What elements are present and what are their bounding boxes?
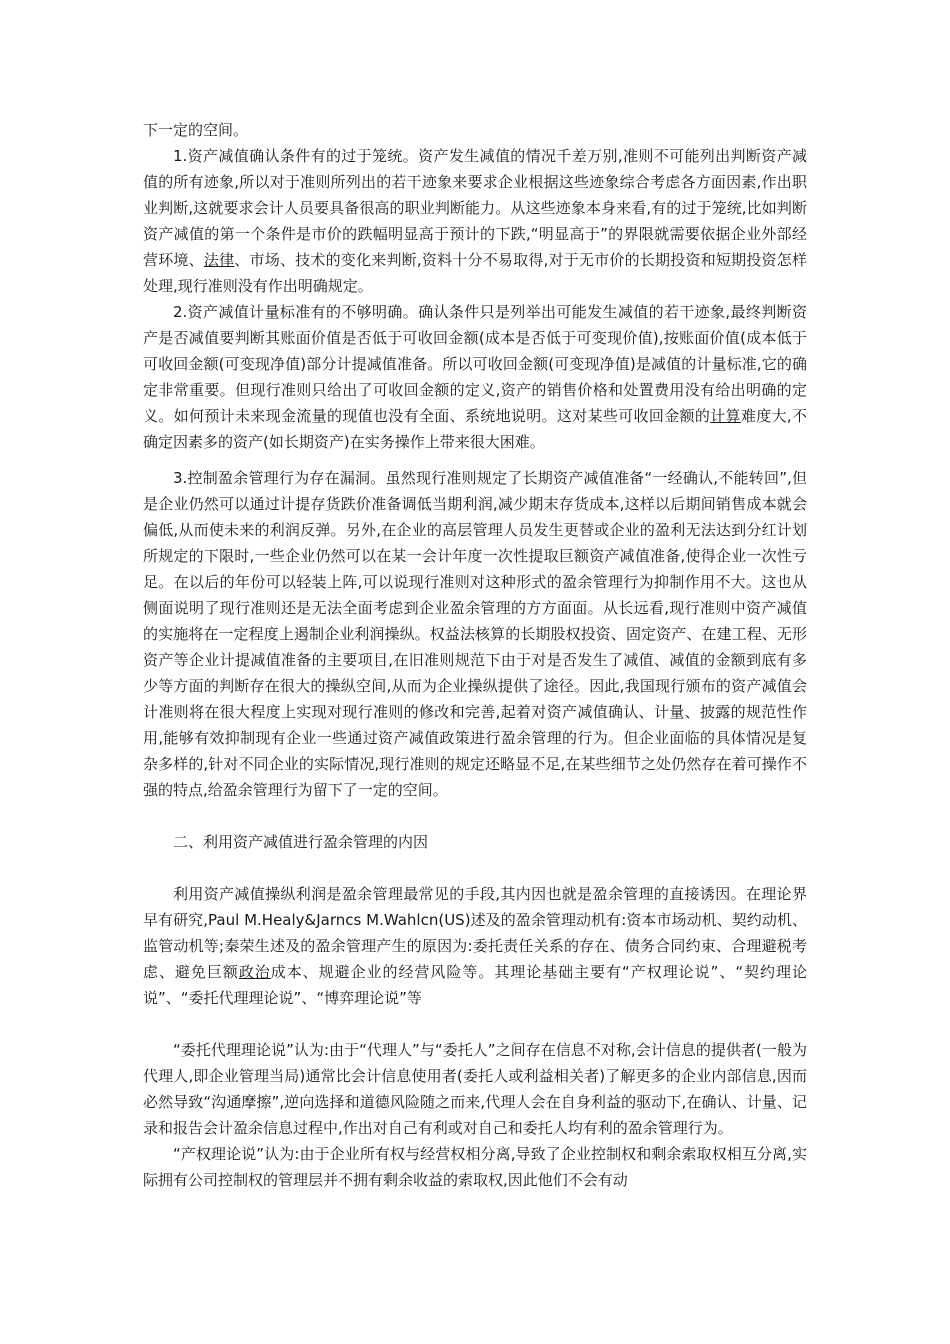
link-politics[interactable]: 政治 — [238, 963, 271, 981]
section-heading: 二、利用资产减值进行盈余管理的内因 — [173, 833, 429, 851]
text-segment: 1.资产减值确认条件有的过于笼统。资产发生减值的情况千差万别,准则不可能列出判断资产减值的所有迹象,所以对于准则所列出的若干迹象来要求企业根据这些迹象综合考虑各方面因素,作出职业判断,这就要求会计人员要具备很高的职业判断能力。从这些迹象本身来看,有的过于笼统,比如判断资产减值的第一个条件是市价的跌幅明显高于预计的下跌,“明显高于”的界限就需要依据企业外部经营环境、 — [143, 147, 807, 269]
paragraph-earnings-control: 3.控制盈余管理行为存在漏洞。虽然现行准则规定了长期资产减值准备“一经确认,不能转回”,但是企业仍然可以通过计提存货跌价准备调低当期利润,减少期末存货成本,这样以后期间销售成本就会偏低,从而使未来的利润反弹。另外,在企业的高层管理人员发生更替或企业的盈利无法达到分红计划所规定的下限时,一些企业仍然可以在某一会计年度一次性提取巨额资产减值准备,使得企业一次性亏足。在以后的年份可以轻装上阵,可以说现行准则对这种形式的盈余管理行为抑制作用不大。这也从侧面说明了现行准则还是无法全面考虑到企业盈余管理的方方面面。从长远看,现行准则中资产减值的实施将在一定程度上遏制企业利润操纵。权益法核算的长期股权投资、固定资产、在建工程、无形资产等企业计提减值准备的主要项目,在旧准则规范下由于对是否发生了减值、减值的金额到底有多少等方面的判断存在很大的操纵空间,从而为企业操纵提供了途径。因此,我国现行颁布的资产减值会计准则将在很大程度上实现对现行准则的修改和完善,起着对资产减值确认、计量、披露的规范性作用,能够有效抑制现有企业一些通过资产减值政策进行盈余管理的行为。但企业面临的具体情况是复杂多样的,针对不同企业的实际情况,现行准则的规定还略显不足,在某些细节之处仍然存在着可操作不强的特点,给盈余管理行为留下了一定的空间。 — [143, 469, 807, 799]
paragraph-internal-causes — [143, 881, 807, 1011]
paragraph-continuation: 下一定的空间。 — [143, 121, 249, 139]
paragraph-property-rights-theory: “产权理论说”认为:由于企业所有权与经营权相分离,导致了企业控制权和剩余索取权相互分离,实际拥有公司控制权的管理层并不拥有剩余收益的索取权,因此他们不会有动 — [143, 1145, 807, 1189]
text-segment: 、市场、技术的变化来判断,资料十分不易取得,对于无市价的长期投资和短期投资怎样处理,现行准则没有作出明确规定。 — [143, 251, 807, 295]
document-page — [143, 117, 807, 1193]
link-calculation[interactable]: 计算 — [710, 407, 741, 425]
text-segment: 成本、规避企业的经营风险等。其理论基础主要有“产权理论说”、“契约理论说”、“委托代理理论说”、“博弈理论说”等 — [143, 963, 807, 1007]
paragraph-agency-theory: “委托代理理论说”认为:由于“代理人”与“委托人”之间存在信息不对称,会计信息的提供者(一般为代理人,即企业管理当局)通常比会计信息使用者(委托人或利益相关者)了解更多的企业内部信息,因而必然导致“沟通摩擦”,逆向选择和道德风险随之而来,代理人会在自身利益的驱动下,在确认、计量、记录和报告会计盈余信息过程中,作出对自己有利或对自己和委托人均有利的盈余管理行为。 — [143, 1041, 807, 1137]
text-segment: 利用资产减值操纵利润是盈余管理最常见的手段,其内因也就是盈余管理的直接诱因。在理论界早有研究,Paul M.Healy&Jarncs M.Wahlcn(US)述及的盈余管理动机有:资本市场动机、契约动机、监管动机等;秦荣生述及的盈余管理产生的原因为:委托责任关系的存在、债务合同约束、合理避税考虑、避免巨额 — [143, 885, 807, 981]
text-segment: 难度大,不确定因素多的资产(如长期资产)在实务操作上带来很大困难。 — [143, 407, 807, 451]
link-law[interactable]: 法律 — [203, 251, 235, 269]
paragraph-recognition-conditions — [143, 143, 807, 299]
paragraph-measurement-standards — [143, 299, 807, 455]
text-segment: 2.资产减值计量标准有的不够明确。确认条件只是列举出可能发生减值的若干迹象,最终判断资产是否减值要判断其账面价值是否低于可收回金额(成本是否低于可变现价值),按账面价值(成本低于可收回金额(可变现净值)部分计提减值准备。所以可收回金额(可变现净值)是减值的计量标准,它的确定非常重要。但现行准则只给出了可收回金额的定义,资产的销售价格和处置费用没有给出明确的定义。如何预计未来现金流量的现值也没有全面、系统地说明。这对某些可收回金额的 — [143, 303, 807, 425]
